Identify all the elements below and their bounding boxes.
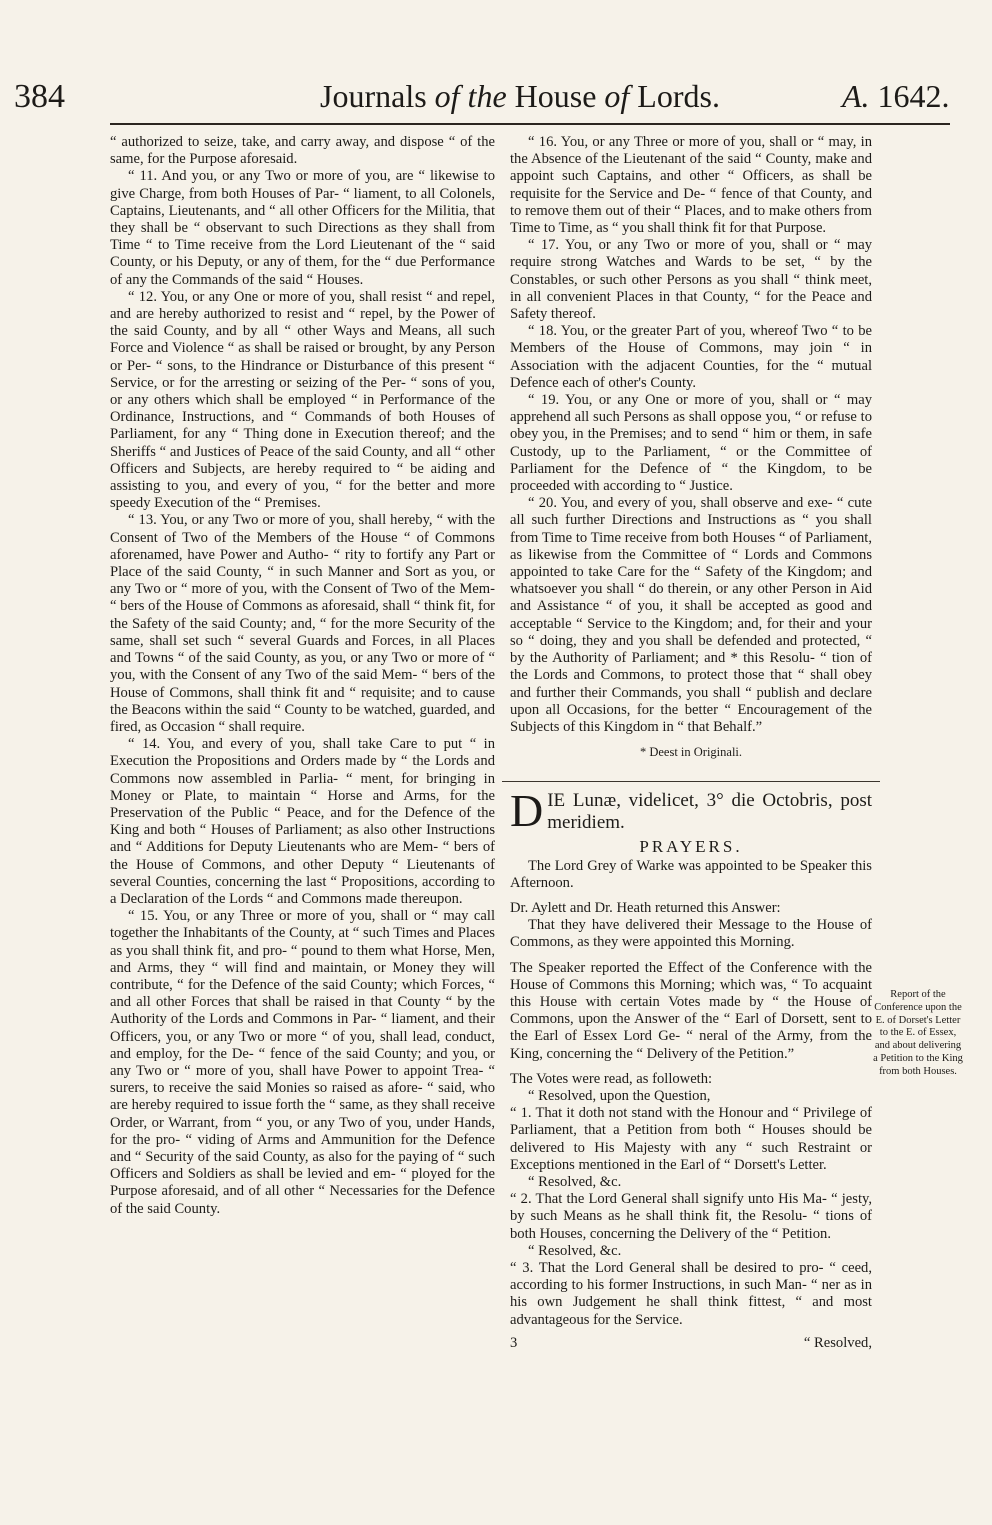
signature-mark: 3 [510,1334,518,1351]
title-the: the [467,78,507,114]
margin-note: Report of the Conference upon the E. of Dorset's Letter to the E. of Essex, and about delivering a Petition to the King from both Houses. [873,989,963,1077]
sitting-date: IE Lunæ, videlicet, 3° die Octobris, post meridiem. [547,790,872,834]
article-10-end: “ authorized to seize, take, and carry away, and dispose “ of the same, for the Purpose aforesaid. [110,134,495,168]
resolved-etc-2: “ Resolved, &c. [528,1242,622,1259]
article-12: “ 12. You, or any One or more of you, shall resist “ and repel, and are hereby authorized to resist and “ repel, by the Power of the said County, and by all “ other Ways and Means, all such Force and Violence “ as shall be raised or brought, by any Person or Per- “ sons, to the Hindrance or Disturbance of this present “ Service, or for the arresting or seizing of the Per- “ sons of you, or any others which shall be employed “ in Performance of the Ordinance, Instructions, and “ Commands of both Houses of Parliament, for any “ Thing done in Execution thereof; and the Sheriffs “ and Justices of Peace of the said County, and all “ other Officers and Subjects, are hereby required to “ be aiding and assisting to you, and every of you, “ for the better and more speedy Execution of the “ Premises. [110,288,495,512]
vote-2: “ 2. That the Lord General shall signify unto His Ma- “ jesty, by such Means as he shall think fit, the Resolu- “ tions of both Houses, concerning the Delivery of the “ Petition. [510,1191,872,1242]
article-11: “ 11. And you, or any Two or more of you, are “ likewise to give Charge, from both Houses of Par- “ liament, to all Colonels, Captains, Lieutenants, and “ all other Officers for the Militia, that they shall be “ observant to such Directions as they shall from Time “ to Time receive from the Lord Lieutenant of the “ said County, or his Deputy, or any of them, for the “ due Performance of any the Commands of the said “ Houses. [110,168,495,288]
page-footer [510,1335,872,1352]
drop-cap: D [510,785,544,837]
article-20: “ 20. You, and every of you, shall observe and exe- “ cute all such further Directions and Instructions as “ you shall from Time to Time receive from both Houses “ of Parliament, as likewise from the Committee of “ Lords and Commons appointed to take Care for the “ Safety of the Kingdom; and whatsoever you shall “ do therein, or any other Person in Aid and Assistance “ of you, it shall be accepted as good and acceptable “ Service to the Kingdom; and, for their and your so “ doing, they and you shall be defended and protected, “ by the Authority of Parliament; and * this Resolu- “ tion of the Lords and Commons, to protect those that “ shall obey and further their Commands, you shall “ publish and declare upon all Occasions, for the better “ Encouragement of the Subjects of this Kingdom in “ that Behalf.” [510,495,872,735]
title-of: of [434,78,460,114]
speaker-appointed: The Lord Grey of Warke was appointed to be Speaker this Afternoon. [510,857,872,891]
left-column [110,134,495,1218]
year-number: 1642. [877,78,950,114]
running-title [320,78,720,115]
article-17: “ 17. You, or any Two or more of you, shall or “ may require strong Watches and Wards to be set, “ by the Constables, or such other Persons as you shall “ think meet, in all convenient Places in that County, “ for the Peace and Safety thereof. [510,237,872,323]
header-rule [110,123,950,125]
footnote: * Deest in Originali. [639,745,743,760]
title-house: House [514,78,597,114]
votes-intro: The Votes were read, as followeth: [510,1070,713,1087]
answer-intro: Dr. Aylett and Dr. Heath returned this Answer: [510,899,781,916]
title-of-2: of [604,78,630,114]
answer-text: That they have delivered their Message to the House of Commons, as they were appointed this Morning. [510,917,872,951]
title-journals: Journals [320,78,427,114]
prayers-heading: PRAYERS. [639,837,743,857]
year-prefix: A. [842,78,870,114]
catchword: “ Resolved, [803,1334,872,1351]
article-13: “ 13. You, or any Two or more of you, shall hereby, “ with the Consent of Two of the Members of the House “ of Commons aforenamed, have Power and Autho- “ rity to fortify any Part or Place of the said County, “ in such Manner and Sort as you, or any Two or “ more of you, with the Consent of Two of the Mem- “ bers of the House of Commons as aforesaid, shall “ think fit, for the Safety of the said County; and, “ for the more Security of the same, shall set such “ several Guards and Forces, in all Places and Towns “ of the said County, as you, or any Two or more of “ you, with the Consent of any Two of the said Mem- “ bers of the House of Commons, shall think fit and “ requisite; and to cause the Beacons within the said “ County to be watched, guarded, and fired, as Occasion “ shall require. [110,512,495,735]
article-14: “ 14. You, and every of you, shall take Care to put “ in Execution the Propositions and Orders made by “ the Lords and Commons now assembled in Parlia- “ ment, for bringing in Money or Plate, to maintain “ Horse and Arms, for the Preservation of the Public “ Peace, and for the Defence of the King and both “ Houses of Parliament; as also other Instructions and “ Additions for Deputy Lieutenants who are Mem- “ bers of the House of Commons, and other Deputy “ Lieutenants of several Counties, concerning the last “ Propositions, according to a Declaration of the Lords “ and Commons made thereupon. [110,736,495,907]
vote-3: “ 3. That the Lord General shall be desired to pro- “ ceed, according to his former Instructions, in such Man- “ ner as in his own Judgement he shall think fittest, “ and most advantageous for the Service. [510,1259,872,1328]
article-18: “ 18. You, or the greater Part of you, whereof Two “ to be Members of the House of Commons, may join “ in Association with the adjacent Counties, for the “ mutual Defence each of other's County. [510,323,872,391]
page-number: 384 [14,78,65,115]
sitting-heading [510,785,872,837]
resolved-question: “ Resolved, upon the Question, [528,1087,711,1104]
article-19: “ 19. You, or any One or more of you, shall or “ may apprehend all such Persons as shall oppose you, “ or refuse to obey you, in the Premises; and to send “ him or them, in safe Custody, up to the Parliament, “ or the Committee of Parliament for the Defence of “ the Kingdom, to be proceeded with according to “ Justice. [510,392,872,495]
speaker-report: The Speaker reported the Effect of the Conference with the House of Commons this Morning; which was, “ To acquaint this House with certain Votes made by “ the House of Commons, upon the Answer of the “ Earl of Dorsett, sent to the Earl of Essex Lord Ge- “ neral of the Army, from the King, concerning the “ Delivery of the Petition.” [510,959,872,1062]
right-column [510,134,872,1352]
vote-1: “ 1. That it doth not stand with the Honour and “ Privilege of Parliament, that a Petition from both “ Houses should be delivered to His Majesty with any “ such Restraint or Exceptions mentioned in the Earl of “ Dorsett's Letter. [510,1105,872,1173]
article-16: “ 16. You, or any Three or more of you, shall or “ may, in the Absence of the Lieutenant of the said “ County, make and appoint such Captains, and other “ Officers, as shall be requisite for the Service and De- “ fence of that County, and to remove them out of their “ Places, and to make others from Time to Time, as “ you shall think fit for that Purpose. [510,134,872,237]
year-heading [842,78,950,115]
resolved-etc-1: “ Resolved, &c. [528,1173,622,1190]
article-15: “ 15. You, or any Three or more of you, shall or “ may call together the Inhabitants of the County, at “ such Times and Places as you shall think fit, and pro- “ pound to them what Horse, Men, and Arms, they “ will find and maintain, or Money they will contribute, “ for the Defence of the said County; which Forces, “ and all other Forces that shall be raised in that County “ by the Authority of the Lords and Commons in Par- “ liament, and their Officers, you, or any Two or more “ of you, shall lead, conduct, and employ, for the De- “ fence of the said County; and you, or any Two or “ more of you, shall have Power to appoint Trea- “ surers, to receive the said Monies so raised as afore- “ said, who are hereby required to issue forth the “ same, as they shall receive Order, or Warrant, from “ you, or any Two of you, under Hands, for the pro- “ viding of Arms and Ammunition for the Defence and “ Security of the said County, as also for the paying of “ such Officers and Soldiers as shall be levied and em- “ ployed for the Purpose aforesaid, and of all other “ Necessaries for the Defence of the said County. [110,908,495,1217]
section-divider [502,781,880,782]
title-lords: Lords. [637,78,720,114]
